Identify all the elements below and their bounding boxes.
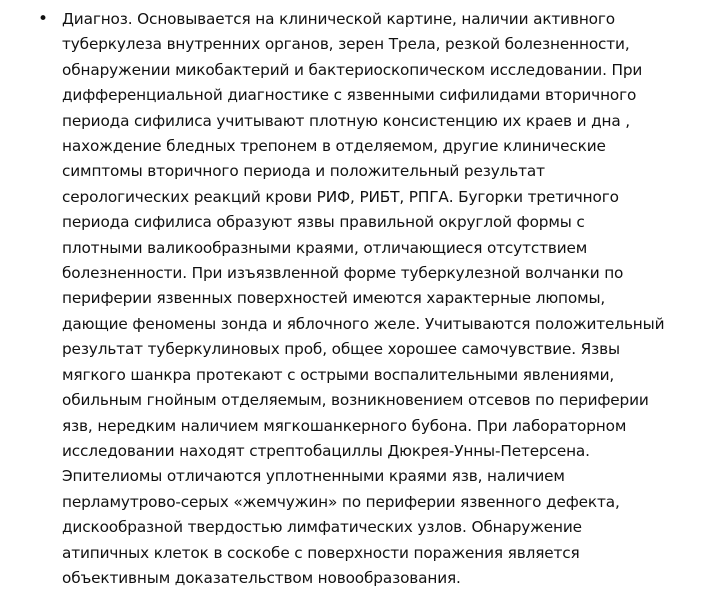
text-line: симптомы вторичного периода и положительный результат bbox=[62, 162, 545, 181]
bullet-paragraph bbox=[38, 7, 698, 591]
text-line: периода сифилиса учитывают плотную консистенцию их краев и дна , bbox=[62, 111, 630, 130]
text-line: исследовании находят стрептобациллы Дюкрея-Унны-Петерсена. bbox=[62, 441, 590, 460]
text-line: объективным доказательством новообразования. bbox=[62, 568, 461, 587]
text-line: атипичных клеток в соскобе с поверхности поражения является bbox=[62, 543, 580, 562]
text-line: Эпителиомы отличаются уплотненными краями язв, наличием bbox=[62, 467, 565, 486]
diagnosis-text bbox=[62, 7, 698, 591]
text-line: туберкулеза внутренних органов, зерен Трела, резкой болезненности, bbox=[62, 35, 630, 54]
text-line: болезненности. При изъязвленной форме туберкулезной волчанки по bbox=[62, 264, 624, 283]
text-line: периода сифилиса образуют язвы правильной округлой формы с bbox=[62, 213, 585, 232]
text-line: серологических реакций крови РИФ, РИБТ, РПГА. Бугорки третичного bbox=[62, 187, 619, 206]
text-line: язв, нередким наличием мягкошанкерного бубона. При лабораторном bbox=[62, 416, 627, 435]
text-line: дискообразной твердостью лимфатических узлов. Обнаружение bbox=[62, 518, 582, 537]
text-line: плотными валикообразными краями, отличающиеся отсутствием bbox=[62, 238, 588, 257]
text-line: периферии язвенных поверхностей имеются характерные люпомы, bbox=[62, 289, 606, 308]
text-line: обнаружении микобактерий и бактериоскопическом исследовании. При bbox=[62, 60, 643, 79]
text-line: мягкого шанкра протекают с острыми воспалительными явлениями, bbox=[62, 365, 615, 384]
text-line: дифференциальной диагностике с язвенными сифилидами вторичного bbox=[62, 86, 637, 105]
text-line: результат туберкулиновых проб, общее хорошее самочувствие. Язвы bbox=[62, 340, 620, 359]
bullet-marker: • bbox=[38, 9, 49, 29]
text-line: перламутрово-серых «жемчужин» по периферии язвенного дефекта, bbox=[62, 492, 620, 511]
text-line: Диагноз. Основывается на клинической картине, наличии активного bbox=[62, 10, 615, 28]
text-line: дающие феномены зонда и яблочного желе. Учитываются положительный bbox=[62, 314, 665, 333]
text-line: нахождение бледных трепонем в отделяемом, другие клинические bbox=[62, 137, 606, 156]
text-line: обильным гнойным отделяемым, возникновением отсевов по периферии bbox=[62, 391, 649, 410]
